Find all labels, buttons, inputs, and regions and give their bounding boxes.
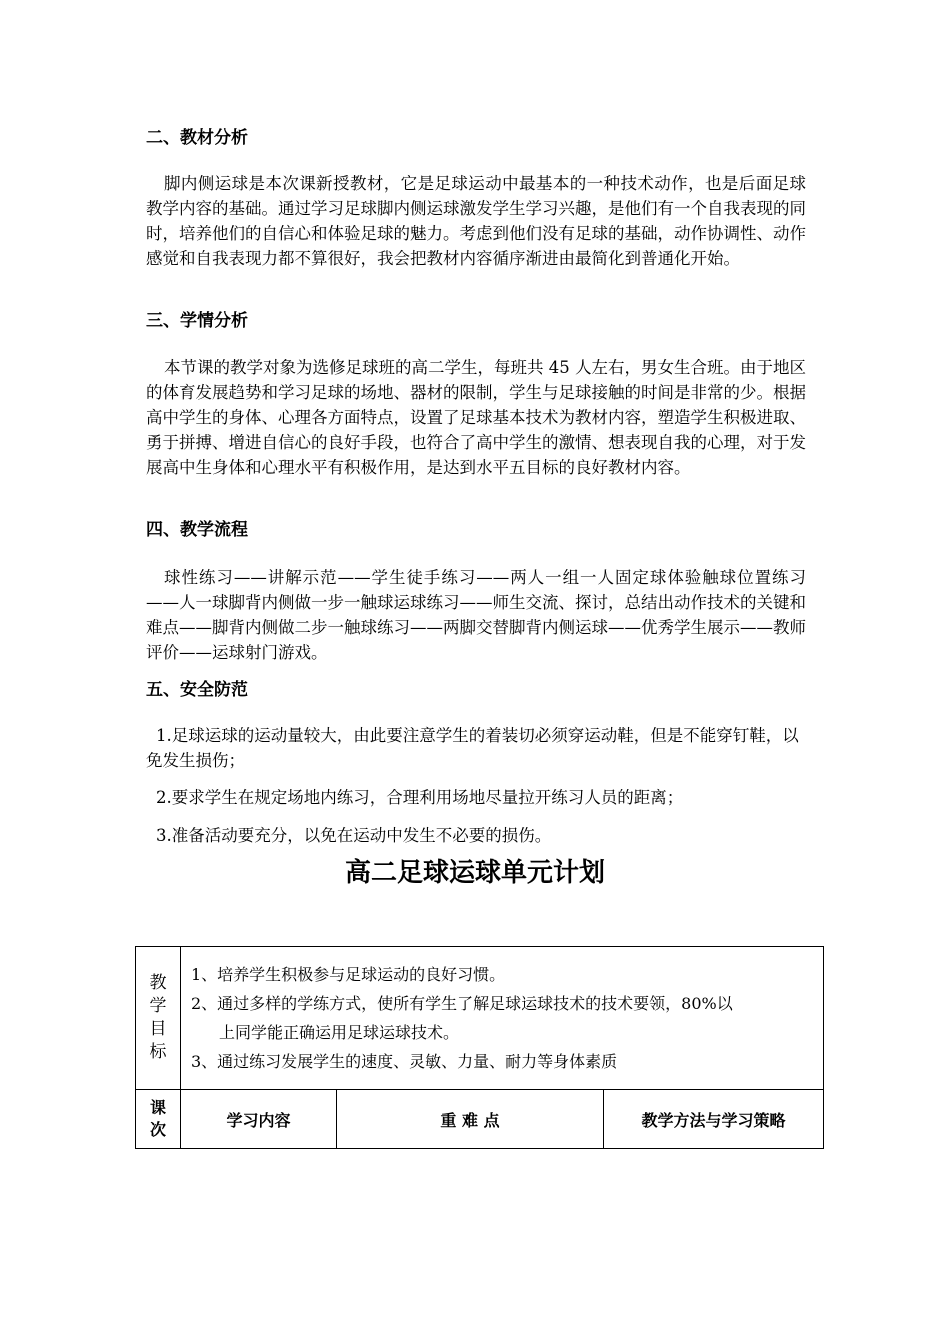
section-heading-safety: 五、安全防范 (146, 680, 248, 700)
safety-item-2: 2.要求学生在规定场地内练习，合理利用场地尽量拉开练习人员的距离； (156, 788, 684, 807)
section-heading-student-analysis: 三、学情分析 (146, 311, 248, 331)
goal-label-char: 教 (149, 973, 167, 993)
goal-label-char: 标 (149, 1042, 167, 1062)
goal-1: 1、培养学生积极参与足球运动的良好习惯。 (191, 965, 506, 984)
safety-item-3: 3.准备活动要充分，以免在运动中发生不必要的损伤。 (156, 826, 552, 845)
goal-3: 3、通过练习发展学生的速度、灵敏、力量、耐力等身体素质 (191, 1052, 618, 1071)
unit-plan-table (135, 946, 824, 1149)
goal-label-char: 目 (149, 1019, 167, 1039)
header-methods: 教学方法与学习策略 (604, 1090, 824, 1149)
header-row (136, 1090, 824, 1149)
safety-item-1: 1.足球运球的运动量较大，由此要注意学生的着装切必须穿运动鞋，但是不能穿钉鞋，以免发生损伤； (146, 726, 799, 770)
paragraph-teaching-flow: 球性练习——讲解示范——学生徒手练习——两人一组一人固定球体验触球位置练习——人一球脚背内侧做一步一触球运球练习——师生交流、探讨，总结出动作技术的关键和难点——脚背内侧做二步一触球练习——两脚交替脚背内侧运球——优秀学生展示——教师评价——运球射门游戏。 (146, 568, 806, 662)
goals-content-cell (181, 947, 824, 1090)
paragraph-student-analysis: 本节课的教学对象为选修足球班的高二学生，每班共 45 人左右，男女生合班。由于地区的体育发展趋势和学习足球的场地、器材的限制，学生与足球接触的时间是非常的少。根据高中学生的身体、心理各方面特点，设置了足球基本技术为教材内容，塑造学生积极进取、勇于拼搏、增进自信心的良好手段，也符合了高中学生的激情、想表现自我的心理，对于发展高中生身体和心理水平有积极作用，是达到水平五目标的良好教材内容。 (146, 358, 806, 477)
section-heading-textbook-analysis: 二、教材分析 (146, 128, 248, 148)
goal-2-continued: 上同学能正确运用足球运球技术。 (219, 1023, 460, 1042)
unit-plan-title: 高二足球运球单元计划 (344, 858, 605, 888)
lesson-char: 次 (149, 1120, 166, 1139)
goals-row (136, 947, 824, 1090)
paragraph-textbook-analysis: 脚内侧运球是本次课新授教材，它是足球运动中最基本的一种技术动作，也是后面足球教学内容的基础。通过学习足球脚内侧运球激发学生学习兴趣，是他们有一个自我表现的同时，培养他们的自信心和体验足球的魅力。考虑到他们没有足球的基础，动作协调性、动作感觉和自我表现力都不算很好，我会把教材内容循序渐进由最简化到普通化开始。 (146, 174, 806, 268)
header-content: 学习内容 (181, 1090, 337, 1149)
section-heading-teaching-flow: 四、教学流程 (146, 520, 248, 540)
header-key-points: 重 难 点 (337, 1090, 604, 1149)
goal-label-char: 学 (149, 996, 167, 1016)
goal-2: 2、通过多样的学练方式，使所有学生了解足球运球技术的技术要领，80%以 (191, 994, 733, 1013)
lesson-char: 课 (149, 1098, 166, 1117)
goals-label-cell (136, 947, 181, 1090)
header-lesson (136, 1090, 181, 1149)
